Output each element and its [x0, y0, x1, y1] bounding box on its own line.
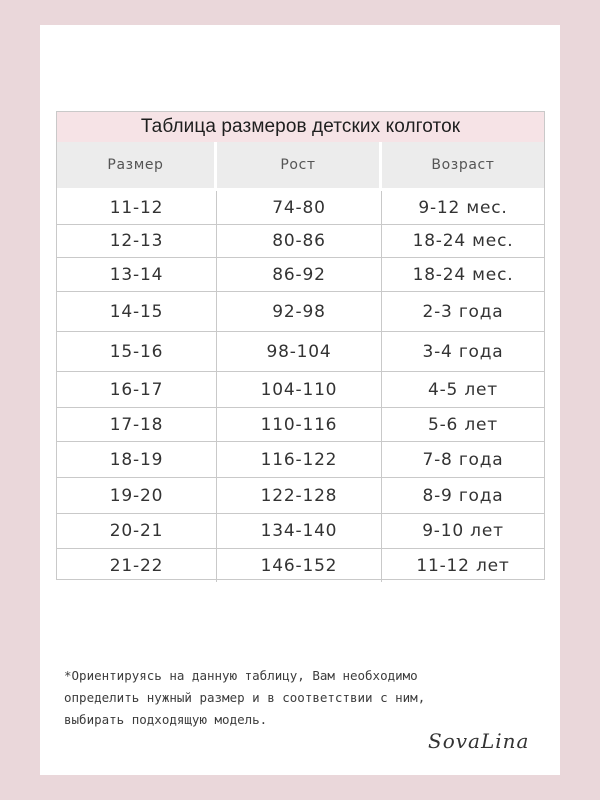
- brand-signature: SovaLina: [428, 729, 530, 753]
- footnote-line: *Ориентируясь на данную таблицу, Вам необходимо: [64, 668, 418, 683]
- height-cell: 134-140: [217, 514, 382, 548]
- table-row: [57, 441, 544, 477]
- table-row: [57, 191, 544, 224]
- footnote-line: определить нужный размер и в соответствии с ним,: [64, 690, 426, 705]
- size-cell: 12-13: [57, 225, 217, 257]
- age-cell: 4-5 лет: [428, 379, 498, 400]
- height-cell: 80-86: [217, 225, 382, 257]
- height-cell: 92-98: [217, 292, 382, 331]
- height-cell: 104-110: [217, 372, 382, 407]
- height-cell: 146-152: [217, 549, 382, 582]
- size-table: [56, 111, 545, 580]
- size-cell: 18-19: [57, 442, 217, 477]
- height-cell: 122-128: [217, 478, 382, 513]
- table-row: [57, 513, 544, 548]
- age-cell: 7-8 года: [422, 449, 504, 470]
- age-cell: 9-12 мес.: [418, 197, 508, 218]
- age-cell: 18-24 мес.: [412, 231, 514, 251]
- height-cell: 110-116: [217, 408, 382, 441]
- table-row: [57, 257, 544, 291]
- footnote: [64, 665, 534, 731]
- age-cell: 18-24 мес.: [412, 264, 514, 285]
- size-cell: 15-16: [57, 332, 217, 371]
- size-cell: 21-22: [57, 549, 217, 582]
- table-row: [57, 331, 544, 371]
- height-cell: 98-104: [217, 332, 382, 371]
- header-size: Размер: [57, 142, 217, 188]
- table-row: [57, 291, 544, 331]
- footnote-line: выбирать подходящую модель.: [64, 712, 268, 727]
- age-cell: 11-12 лет: [416, 555, 510, 576]
- age-cell: 8-9 года: [422, 485, 504, 506]
- height-cell: 86-92: [217, 258, 382, 291]
- age-cell: 5-6 лет: [428, 414, 498, 435]
- age-cell: 9-10 лет: [422, 521, 504, 541]
- table-row: [57, 371, 544, 407]
- age-cell: 2-3 года: [422, 301, 504, 322]
- size-cell: 20-21: [57, 514, 217, 548]
- table-row: [57, 224, 544, 257]
- table-row: [57, 548, 544, 582]
- table-row: [57, 407, 544, 441]
- height-cell: 74-80: [217, 191, 382, 224]
- size-cell: 17-18: [57, 408, 217, 441]
- size-cell: 14-15: [57, 292, 217, 331]
- size-cell: 13-14: [57, 258, 217, 291]
- size-cell: 11-12: [57, 191, 217, 224]
- table-row: [57, 477, 544, 513]
- height-cell: 116-122: [217, 442, 382, 477]
- table-title: Таблица размеров детских колготок: [57, 112, 544, 142]
- header-height: Рост: [217, 142, 382, 188]
- size-cell: 19-20: [57, 478, 217, 513]
- size-cell: 16-17: [57, 372, 217, 407]
- table-header-row: [57, 142, 544, 191]
- header-age: Возраст: [431, 157, 495, 173]
- age-cell: 3-4 года: [422, 341, 504, 362]
- size-chart-card: [40, 25, 560, 775]
